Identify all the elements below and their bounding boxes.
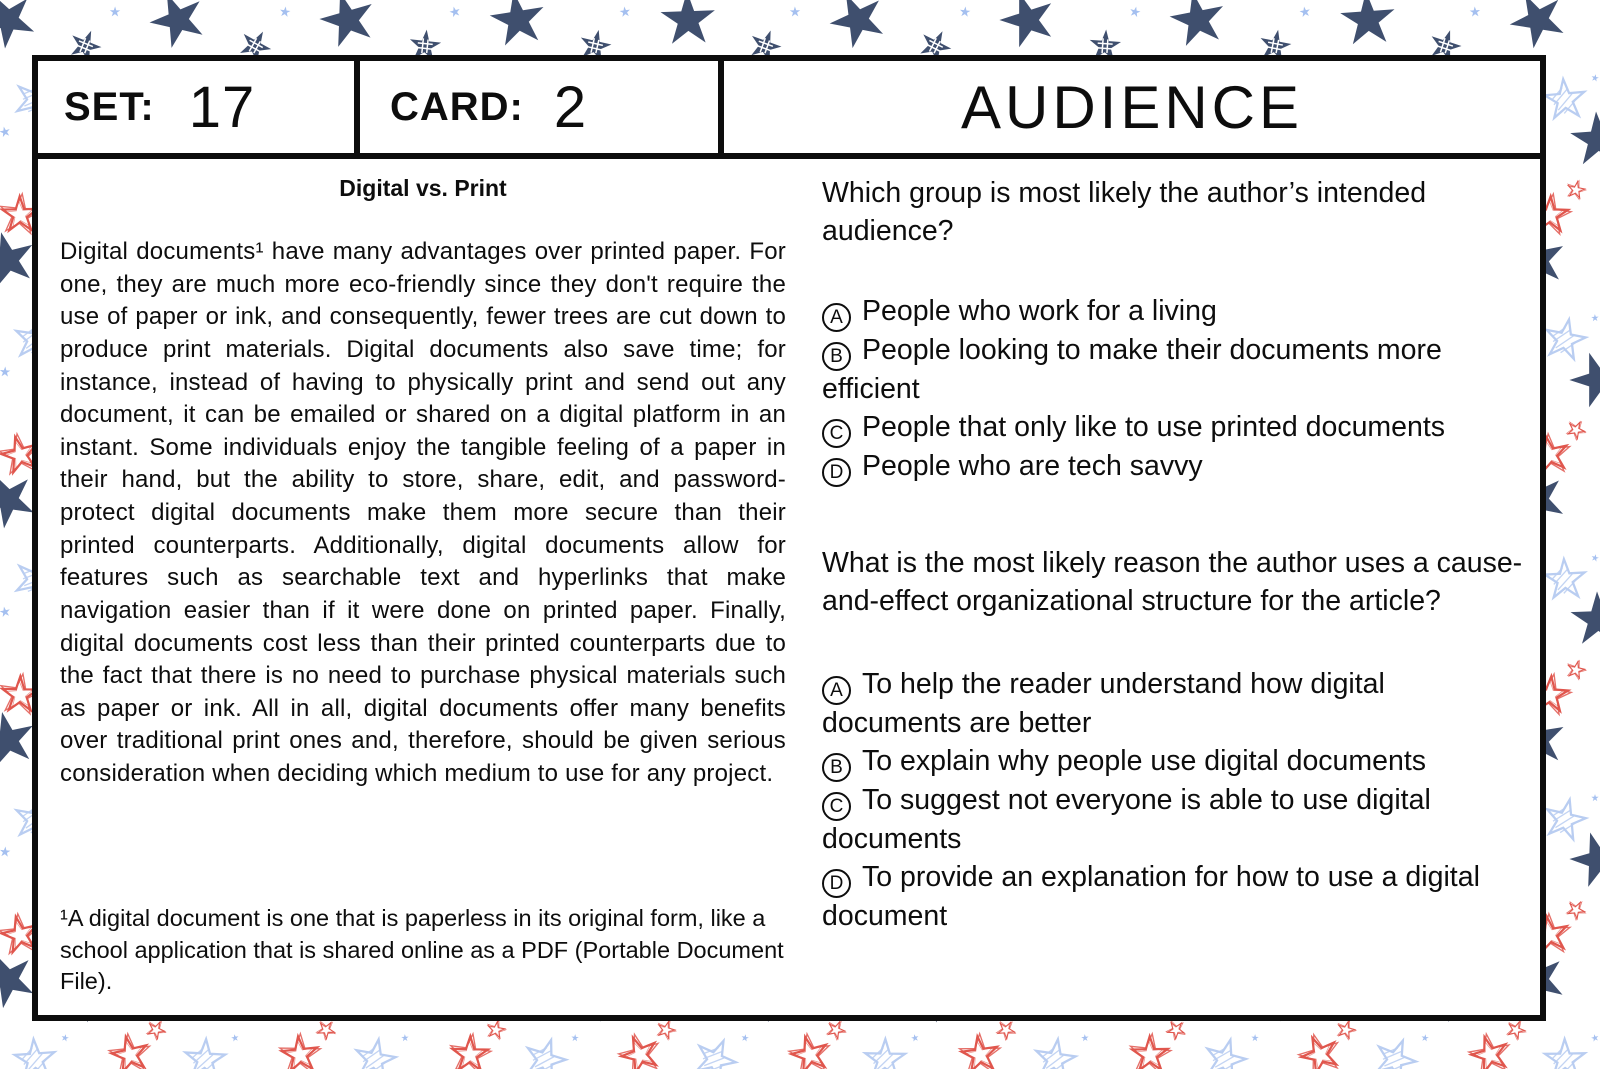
choice-row [822, 782, 1526, 859]
choice-row [822, 448, 1526, 487]
choice-text: People that only like to use printed documents [862, 410, 1446, 443]
set-label: SET: [64, 84, 155, 129]
question-2-prompt: What is the most likely reason the author uses a cause-and-effect organizational structure for the article? [822, 546, 1523, 617]
question-1-prompt: Which group is most likely the author’s intended audience? [822, 177, 1427, 247]
choice-letter-badge: A [822, 676, 851, 705]
card-number-cell [360, 61, 724, 153]
choice-row [822, 293, 1526, 332]
set-value: 17 [188, 74, 256, 140]
choice-letter-badge: A [822, 303, 851, 332]
choice-row [822, 332, 1526, 409]
question-1-choices [822, 293, 1526, 487]
choice-text: People looking to make their documents more efficient [822, 333, 1442, 405]
questions-column [822, 173, 1526, 997]
choice-letter-badge: B [822, 342, 851, 371]
choice-row [822, 859, 1526, 936]
passage-column [60, 173, 786, 997]
passage-body: Digital documents¹ have many advantages over printed paper. For one, they are much more eco-friendly since they don't require the use of paper or ink, and consequently, fewer trees are cut down to produce print materials. Digital documents also save time; for instance, instead of having to physically print and send out any document, it can be emailed or shared on a digital platform in an instant. Some individuals enjoy the tangible feeling of a paper in their hand, but the ability to store, share, edit, and password-protect digital documents make them more secure than their printed counterparts. Additionally, digital documents allow for features such as searchable text and hyperlinks that make navigation easier than if it were done on printed paper. Finally, digital documents cost less than their printed counterparts due to the fact that there is no need to purchase physical materials such as paper or ink. All in all, digital documents offer many benefits over traditional print ones and, therefore, should be given serious consideration when deciding which medium to use for any project. [60, 238, 786, 787]
passage-title: Digital vs. Print [339, 175, 507, 201]
choice-text: People who work for a living [862, 294, 1217, 327]
choice-letter-badge: C [822, 419, 851, 448]
choice-text: People who are tech savvy [862, 449, 1203, 482]
choice-letter-badge: B [822, 753, 851, 782]
choice-text: To provide an explanation for how to use a digital document [822, 861, 1480, 933]
choice-letter-badge: D [822, 869, 851, 898]
category-cell [724, 61, 1540, 153]
choice-row [822, 666, 1526, 743]
question-2 [822, 545, 1526, 936]
choice-row [822, 743, 1526, 782]
card-header [38, 61, 1540, 159]
choice-text: To explain why people use digital documents [862, 745, 1427, 778]
card-value: 2 [553, 74, 588, 140]
set-cell [38, 61, 360, 153]
choice-letter-badge: D [822, 458, 851, 487]
choice-row [822, 409, 1526, 448]
category-title: AUDIENCE [960, 73, 1304, 141]
passage-footnote: ¹A digital document is one that is paperless in its original form, like a school application that is shared online as a PDF (Portable Document File). [60, 905, 784, 994]
choice-text: To help the reader understand how digital documents are better [822, 668, 1385, 740]
card-body [38, 159, 1540, 1015]
choice-text: To suggest not everyone is able to use digital documents [822, 784, 1431, 856]
question-2-choices [822, 666, 1526, 936]
question-1 [822, 175, 1526, 487]
choice-letter-badge: C [822, 792, 851, 821]
card-label: CARD: [390, 84, 524, 129]
task-card [32, 55, 1546, 1021]
